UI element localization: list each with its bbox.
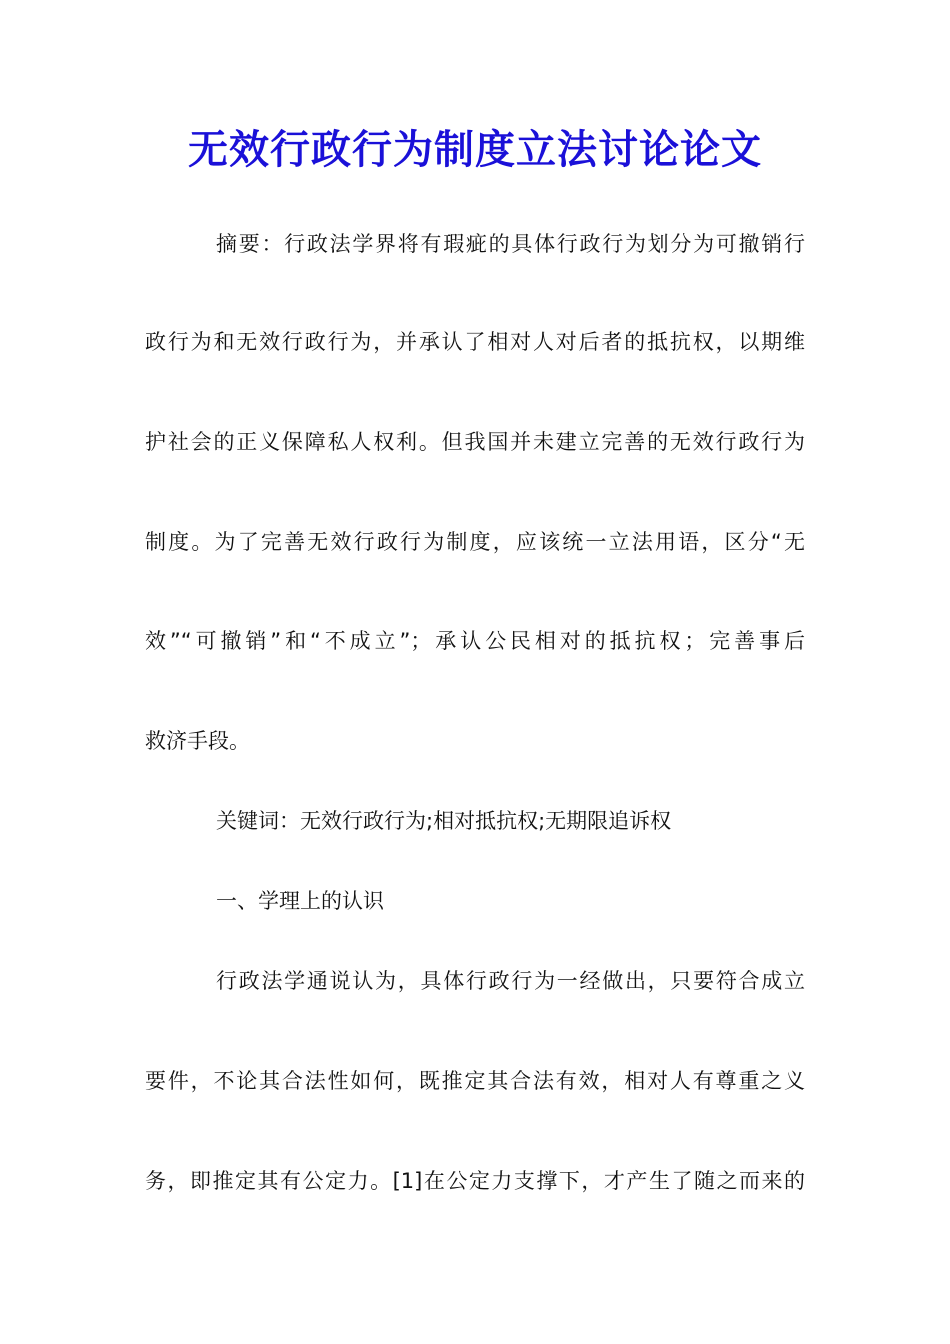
body-line-2: 要件，不论其合法性如何，既推定其合法有效，相对人有尊重之义 (145, 1069, 805, 1093)
abstract-line-5: 效”“可撤销”和“不成立”；承认公民相对的抵抗权；完善事后 (145, 629, 805, 653)
abstract-line-4: 制度。为了完善无效行政行为制度，应该统一立法用语，区分“无 (145, 530, 805, 554)
abstract-line-2: 政行为和无效行政行为，并承认了相对人对后者的抵抗权，以期维 (145, 330, 805, 354)
section-heading: 一、学理上的认识 (216, 889, 384, 913)
keywords-line: 关键词：无效行政行为;相对抵抗权;无期限追诉权 (216, 809, 672, 833)
document-title: 无效行政行为制度立法讨论论文 (188, 126, 762, 173)
body-line-3: 务，即推定其有公定力。[1]在公定力支撑下，才产生了随之而来的 (145, 1169, 805, 1193)
abstract-line-1: 摘要：行政法学界将有瑕疵的具体行政行为划分为可撤销行 (216, 232, 805, 256)
body-line-1: 行政法学通说认为，具体行政行为一经做出，只要符合成立 (216, 969, 805, 993)
abstract-line-3: 护社会的正义保障私人权利。但我国并未建立完善的无效行政行为 (145, 430, 805, 454)
abstract-line-6: 救济手段。 (145, 729, 250, 753)
